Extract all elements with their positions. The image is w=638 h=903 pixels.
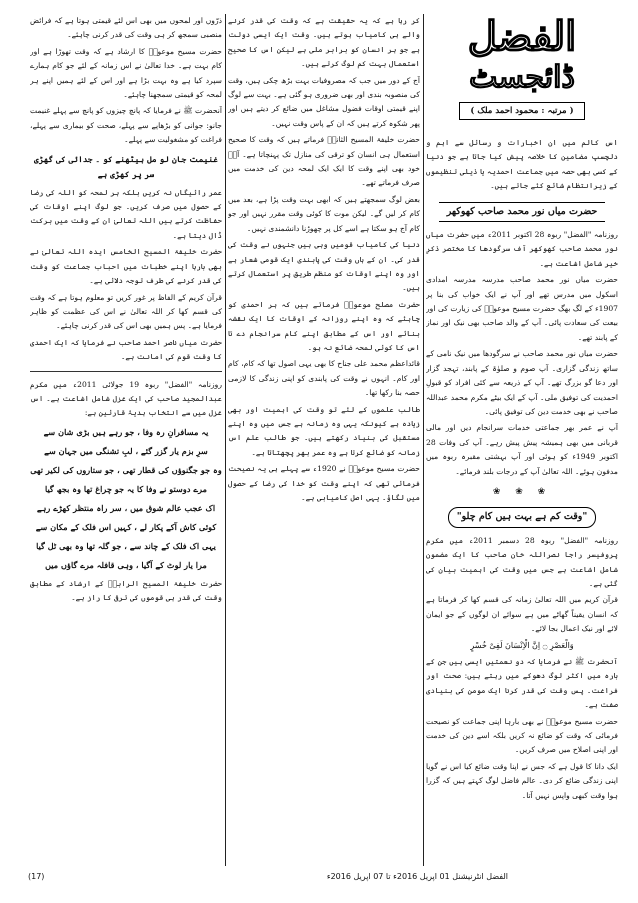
- paragraph: طالب علموں کے لئے تو وقت کی اہمیت اور بھی زیادہ ہے کیونکہ یہی وہ زمانہ ہے جس میں وہ اپنے مستقبل کی بنیاد رکھتے ہیں۔ جو طالب علم اس زمانہ کو ضائع کرتا ہے وہ عمر بھر پچھتاتا ہے۔: [228, 404, 420, 457]
- poem-line: سرِ بزم یار گزر گئے ، لبِ تشنگی میں جہان سے: [44, 445, 208, 456]
- paragraph: روزنامہ "الفضل" ربوہ 28 دسمبر 2011ء میں مکرم پروفیسر راجا نصراللہ خان صاحب کا ایک مضمون شامل اشاعت ہے جس میں وقت کی اہمیت بیان کی گئی ہے۔: [426, 535, 618, 588]
- masthead-title: الفضل: [467, 14, 577, 60]
- poem-intro: روزنامہ "الفضل" ربوہ 19 جولائی 2011ء میں مکرم عبدالمجید صاحب کی ایک غزل شامل اشاعت ہے۔ اس غزل میں سے انتخاب ہدیۂ قارئین ہے:: [30, 379, 222, 418]
- column-rule: [225, 14, 226, 866]
- publication-info: الفضل انٹرنیشنل 01 اپریل 2016ء تا 07 اپریل 2016ء: [326, 872, 508, 881]
- paragraph: حضرت میاں نور محمد صاحب نے سرگودھا میں نیک نامی کے ساتھ زندگی گزاری۔ آپ صوم و صلوٰۃ کے پابند، تہجد گزار اور دعا گو بزرگ تھے۔ آپ کے ذریعہ سے کئی افراد کو قبولِ احمدیت کی توفیق ملی۔ آپ کے ایک بیٹے مکرم محمد عبداللہ صاحب نے بھی خدمت دین کی توفیق پائی۔: [426, 349, 618, 416]
- middle-column: [228, 14, 420, 864]
- section-heading-2: [426, 507, 618, 527]
- paragraph: قرآن کریم میں اللہ تعالیٰ زمانہ کی قسم کھا کر فرماتا ہے کہ انسان یقیناً گھاٹے میں ہے سوائے ان لوگوں کے جو ایمان لائے اور نیک اعمال بجا لائے۔: [426, 595, 618, 634]
- paragraph: حضرت خلیفۃ المسیح الثانیؓ فرماتے ہیں کہ وقت کا صحیح استعمال ہی انسان کو ترقی کی منازل تک پہنچاتا ہے۔ آپؓ خود بھی اپنے وقت کا ایک ایک لمحہ دین کی خدمت میں صرف فرماتے تھے۔: [228, 135, 420, 188]
- masthead: [426, 14, 618, 136]
- paragraph: عمر رائیگاں نہ کریں بلکہ ہر لمحہ کو اللہ کی رضا کے حصول میں صرف کریں۔ جو لوگ اپنے اوقات کی حفاظت کرتے ہیں اللہ تعالیٰ ان کے وقت میں برکت ڈال دیتا ہے۔: [30, 187, 222, 240]
- right-column: [426, 14, 618, 864]
- paragraph: حضرت مسیح موعودؑ نے بھی بارہا اپنی جماعت کو نصیحت فرمائی کہ وقت کو ضائع نہ کریں بلکہ اسے دین کی خدمت اور اپنی اصلاح میں صرف کریں۔: [426, 716, 618, 755]
- paragraph: بعض لوگ سمجھتے ہیں کہ ابھی بہت وقت پڑا ہے، بعد میں کام کر لیں گے۔ لیکن موت کا کوئی وقت مقرر نہیں اور جو کام آج ہو سکتا ہے اسے کل پر چھوڑنا دانشمندی نہیں۔: [228, 194, 420, 233]
- paragraph: حضرت مسیح موعودؑ کا ارشاد ہے کہ وقت تھوڑا ہے اور کام بہت ہے۔ خدا تعالیٰ نے اس زمانہ کے لئے جو کام ہمارے سپرد کیا ہے وہ بہت بڑا ہے اور اس کے لئے ہمیں اپنے ہر لمحہ کو قیمتی سمجھنا چاہئے۔: [30, 46, 222, 100]
- paragraph: حضرت میاں نور محمد صاحب مدرسہ مدرسہ امدادی اسکول میں مدرس تھے اور آپ نے ایک خواب کی بنا پر 1907ء کے لگ بھگ حضرت مسیح موعودؑ کی زیارت کی اور بیعت کی سعادت پائی۔ آپ کے والد صاحب بھی نیک اور نماز کے پابند تھے۔: [426, 275, 618, 342]
- paragraph: ایک دانا کا قول ہے کہ جس نے اپنا وقت ضائع کیا اس نے گویا اپنی زندگی ضائع کر دی۔ عالم فاضل لوگ کہتے ہیں کہ گزرا ہوا وقت کبھی واپس نہیں آتا۔: [426, 761, 618, 800]
- paragraph: حضرت میاں ناصر احمد صاحب نے فرمایا کہ ایک احمدی کا وقت قوم کی امانت ہے۔: [30, 337, 222, 362]
- poem-line: کوئی کاش آکے پکار لے ، کہیں اس فلک کے مکان سے: [35, 521, 217, 532]
- ornament-divider: ❀ ❀ ❀: [492, 486, 552, 497]
- paragraph: کر رہا ہے کہ یہ حقیقت ہے کہ وقت کی قدر کرنے والے ہی کامیاب ہوتے ہیں۔ وقت ایک ایسی دولت ہے جو ہر انسان کو برابر ملی ہے لیکن اس کا صحیح استعمال بہت کم لوگ کرتے ہیں۔: [228, 16, 420, 69]
- page-number: (17): [28, 872, 45, 881]
- paragraph: حضرت خلیفۃ المسیح الخامس ایدہ اللہ تعالیٰ نے بھی بارہا اپنے خطبات میں احباب جماعت کو وقت کی قدر کرنے کی طرف توجہ دلائی ہے۔: [30, 247, 222, 286]
- page-footer: [24, 872, 618, 888]
- editor-credit: ( مرتبہ : محمود احمد ملک ): [459, 102, 584, 120]
- paragraph: آنحضرت ﷺ نے فرمایا کہ دو نعمتیں ایسی ہیں جن کے بارہ میں اکثر لوگ دھوکے میں رہتے ہیں: صحت اور فراغت۔ پس وقت کی قدر کرنا ایک مومن کی بنیادی صفت ہے۔: [426, 657, 618, 710]
- paragraph: حضرت خلیفۃ المسیح الرابعؒ کے ارشاد کے مطابق وقت کی قدر ہی قوموں کی ترقی کا راز ہے۔: [30, 578, 222, 603]
- paragraph: حضرت مسیح موعودؑ نے 1920ء سے پہلے ہی یہ نصیحت فرمائی تھی کہ اپنے وقت کو خدا کی رضا کے حصول میں لگاؤ۔ یہی اصل کامیابی ہے۔: [228, 464, 420, 502]
- newspaper-page: [24, 14, 618, 874]
- masthead-subtitle: ڈائجسٹ: [469, 60, 575, 95]
- section-title: حضرت میاں نور محمد صاحب کھوکھر: [439, 202, 606, 222]
- paragraph: آپ نے عمر بھر جماعتی خدمات سرانجام دیں اور مالی قربانی میں بھی ہمیشہ پیش پیش رہے۔ آپ کی وفات 28 اکتوبر 1949ء کو ہوئی اور آپ بہشتی مقبرہ ربوہ میں مدفون ہوئے۔ اللہ تعالیٰ آپ کے درجات بلند فرمائے۔: [426, 423, 618, 476]
- section-title: "وقت کم ہے بہت ہیں کام چلو": [448, 507, 597, 527]
- column-rule: [423, 14, 424, 866]
- poem-line: مرا یار لوٹ کے آگیا ، وہی قافلہ مرے گاؤں میں: [45, 559, 207, 570]
- left-column: [30, 14, 222, 864]
- paragraph: قرآن کریم کے الفاظ پر غور کریں تو معلوم ہوتا ہے کہ وقت کی قسم کھا کر اللہ تعالیٰ نے اس کی عظمت کو ظاہر فرمایا ہے۔ پس ہمیں بھی اس کی قدر کرنی چاہئے۔: [30, 292, 222, 331]
- paragraph: قائداعظم محمد علی جناح کا بھی یہی اصول تھا کہ کام، کام اور کام۔ انہوں نے وقت کی پابندی کو اپنی زندگی کا لازمی حصہ بنا رکھا تھا۔: [228, 359, 420, 398]
- paragraph: آج کے دور میں جب کہ مصروفیات بہت بڑھ چکی ہیں، وقت کی منصوبہ بندی اور بھی ضروری ہو گئی ہے۔ بہت سے لوگ اپنے قیمتی اوقات فضول مشاغل میں ضائع کر دیتے ہیں اور پھر شکوہ کرتے ہیں کہ ان کے پاس وقت نہیں۔: [228, 75, 420, 128]
- verse-couplet: غنیمت جان لو مل بیٹھنے کو ۔ جدائی کی گھڑی سر پر کھڑی ہے: [34, 153, 218, 179]
- paragraph: آنحضرت ﷺ نے فرمایا کہ پانچ چیزوں کو پانچ سے پہلے غنیمت جانو: جوانی کو بڑھاپے سے پہلے، صحت کو بیماری سے پہلے، فراغت کو مشغولیت سے پہلے۔: [30, 106, 222, 145]
- poem-line: اک عجب عالم شوق میں ، سر راہ منتظر کھڑے رہے: [36, 502, 216, 513]
- paragraph: حضرت مصلح موعودؓ فرماتے ہیں کہ ہر احمدی کو چاہئے کہ وہ اپنے روزانہ کے اوقات کا ایک نقشہ بنائے اور اس کے مطابق اپنے کام سرانجام دے تا اس کا کوئی لمحہ ضائع نہ ہو۔: [228, 299, 420, 352]
- poem-line: یہ مسافرانِ رہ وفا ، جو رہے ہیں بڑی شان سے: [43, 426, 209, 437]
- paragraph: ذرّوں اور لمحوں میں بھی اس لئے قیمتی ہوتا ہے کہ فرائض منصبی سمجھ کر ہی وقت کی قدر کرنی چاہئے۔: [30, 16, 222, 40]
- section-heading-1: [426, 202, 618, 222]
- quran-verse: وَالْعَصْرِ ۝ اِنَّ الْاِنْسَانَ لَفِیْ خُسْرٍ: [470, 640, 574, 650]
- poem-line: مرے دوستو نے وفا کا یہ جو چراغ تھا وہ بجھ گیا: [44, 483, 208, 494]
- poem-line: یہی اک فلک کے چاند سے ، جو گلہ تھا وہ بھی ٹل گیا: [36, 540, 216, 551]
- paragraph: روزنامہ "الفضل" ربوہ 28 اکتوبر 2011ء میں حضرت میاں نور محمد صاحب کھوکھر آف سرگودھا کا مختصر ذکرِ خیر شامل اشاعت ہے۔: [426, 230, 618, 268]
- column-intro: اس کالم میں ان اخبارات و رسائل سے اہم و دلچسپ مضامین کا خلاصہ پیش کیا جاتا ہے جو دنیا کے کسی بھی حصہ میں جماعت احمدیہ یا ذیلی تنظیموں کے زیرانتظام شائع کئے جاتے ہیں۔: [426, 138, 618, 191]
- paragraph: دنیا کی کامیاب قومیں وہی ہیں جنہوں نے وقت کی قدر کی۔ ان کے ہاں وقت کی پابندی ایک قومی شعار ہے اور وہ اپنے اوقات کو منظم طریق پر استعمال کرتے ہیں۔: [228, 240, 420, 293]
- horizontal-rule: [30, 371, 222, 372]
- poem-line: وہ جو جگنوؤں کی قطار تھی ، جو ستاروں کی لکیر تھی: [30, 464, 222, 475]
